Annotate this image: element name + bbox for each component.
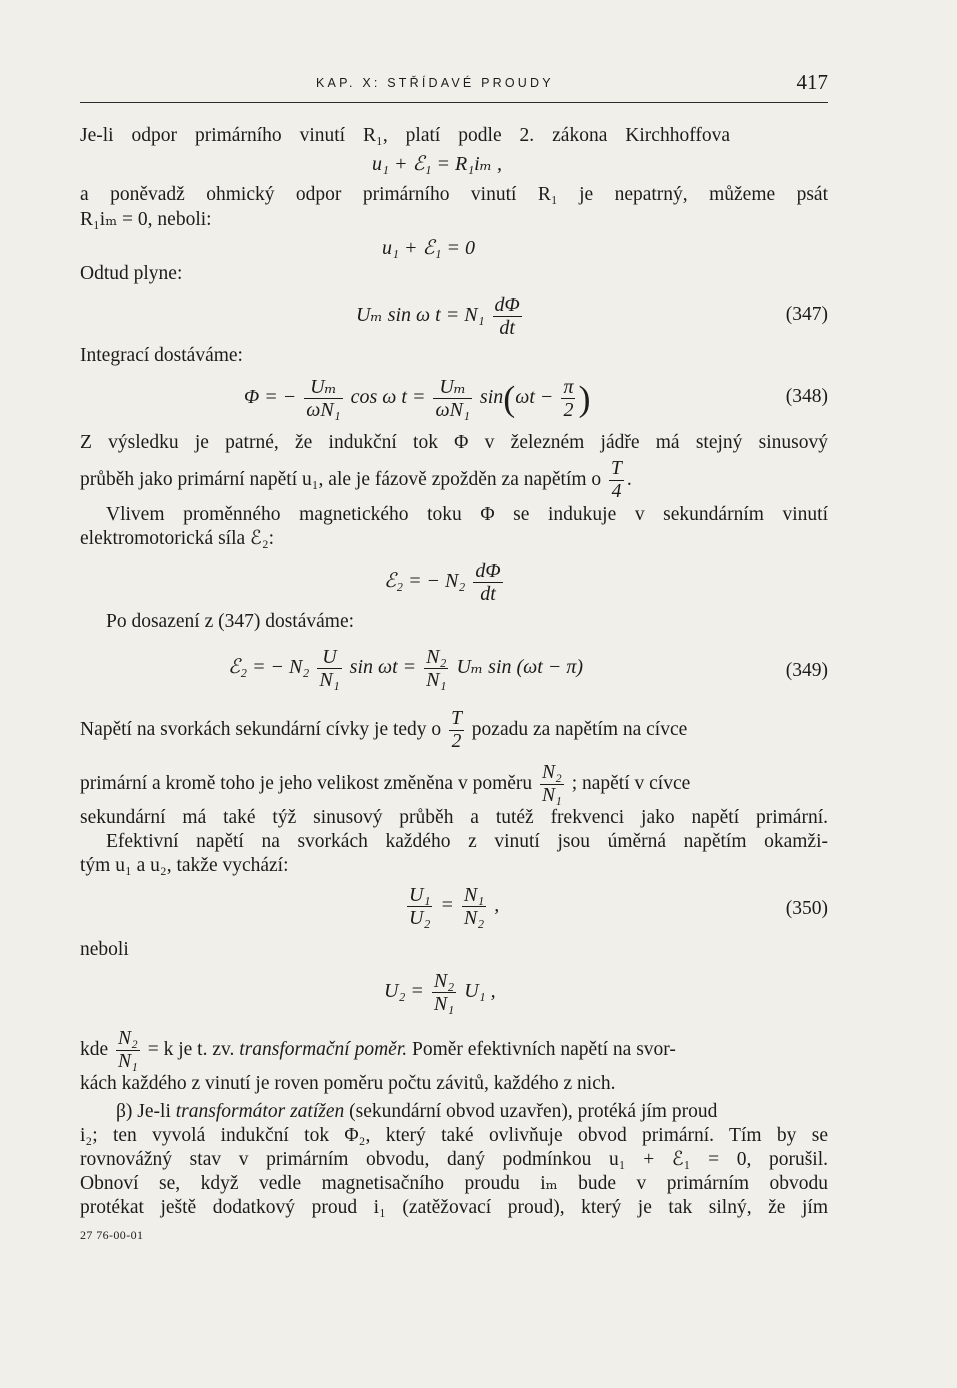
paragraph-9-line-1 [80,762,690,807]
page-number: 417 [796,70,828,94]
fraction-numerator: N₂ [433,970,455,992]
paragraph-4: Integrací dostáváme: [80,345,243,366]
paragraph-6-line-1: Vlivem proměnného magnetického toku Φ se indukuje v sekundárním vinutí [106,504,828,525]
fraction-denominator: N₁ [542,785,562,806]
paragraph-12-fraction [116,1028,140,1073]
paragraph-13-text-b: (sekundární obvod uzavřen), protéká jím proud [349,1101,718,1122]
paragraph-5-fraction [609,458,624,503]
equation-348-number: (348) [785,386,828,407]
term-loaded-transformer: transformátor zatížen [175,1101,345,1122]
equation-u2-rhs: U₁ , [464,980,496,1003]
equation-349-part-b: sin ωt = [349,656,417,679]
equation-348-fraction-3 [561,376,575,421]
equation-sum: u₁ + ℰ₁ = 0 [382,237,476,259]
paragraph-13-line-5: protékat ještě dodatkový proud i₁ (zatěžovací proud), který je tak silný, že jím [80,1197,828,1218]
paragraph-8-text-b: pozadu za napětím na cívce [471,718,688,740]
equals-sign: = [440,894,454,917]
fraction-numerator: N₁ [463,884,485,906]
fraction-numerator: N₂ [118,1028,138,1049]
equation-e2-fraction [473,560,502,605]
left-parenthesis: ( [503,378,516,419]
equation-kirchhoff: u₁ + ℰ₁ = R₁iₘ , [372,153,502,175]
equation-350-number: (350) [785,898,828,919]
paragraph-11: neboli [80,939,129,960]
paragraph-8-text-a: Napětí na svorkách sekundární cívky je tedy o [80,718,442,740]
paragraph-7: Po dosazení z (347) dostáváme: [106,611,355,632]
equation-350-fraction-2 [462,884,486,929]
fraction-denominator: 4 [609,480,624,503]
equation-347-number: (347) [785,304,828,325]
equation-348-fraction-1 [304,376,342,421]
equation-348-part-a: Φ = − [244,386,297,409]
equation-350 [404,884,499,929]
paragraph-13-line-1 [116,1100,717,1124]
fraction-denominator: U₂ [409,907,431,929]
paragraph-5-line-2: průběh jako primární napětí u₁, ale je fázově zpožděn za napětím o $\frac{T}{4}$ . [80,458,632,502]
equation-347-fraction [493,294,522,339]
fraction-denominator: N₂ [463,907,485,929]
fraction-numerator: dΦ [494,294,520,316]
paragraph-8 [80,708,687,753]
fraction-numerator: U [322,646,337,668]
equation-u2-fraction [432,970,456,1015]
paragraph-12-text-b: = k je t. zv. [147,1038,235,1060]
paragraph-1: Je-li odpor primárního vinutí R₁, platí podle 2. zákona Kirchhoffova [80,125,730,146]
equation-349 [228,646,583,691]
paragraph-13-text-a: β) Je-li [116,1101,171,1122]
equation-348-part-d: ωt − [515,386,554,409]
equation-349-fraction-1 [317,646,341,691]
paragraph-12-text-a: kde [80,1038,109,1060]
fraction-numerator: T [611,458,622,479]
equation-348-part-c: sin [479,386,504,409]
equation-347 [356,294,525,339]
equation-e2-lhs: ℰ₂ = − N₂ [384,570,466,593]
fraction-numerator: Uₘ [310,376,337,398]
paragraph-9-text-b: ; napětí v cívce [571,772,691,794]
fraction-denominator: ωN₁ [306,399,341,421]
equation-349-part-a: ℰ₂ = − N₂ [228,656,310,679]
fraction-denominator: N₁ [433,993,455,1015]
paragraph-2-line-2: R₁iₘ = 0, neboli: [80,209,212,230]
right-parenthesis: ) [578,378,591,419]
paragraph-12-text-c: Poměr efektivních napětí na svor- [412,1038,676,1060]
equation-350-fraction-1 [407,884,432,929]
printer-signature: 27 76-00-01 [80,1228,144,1242]
fraction-denominator: ωN₁ [435,399,470,421]
paragraph-13-line-3: rovnovážný stav v primárním obvodu, daný podmínkou u₁ + ℰ₁ = 0, porušil. [80,1149,828,1170]
paragraph-8-fraction [449,708,464,753]
fraction-numerator: T [451,708,462,729]
paragraph-9-line-2: sekundární má také týž sinusový průběh a tutéž frekvenci jako napětí primární. [80,807,828,828]
equation-347-lhs: Uₘ sin ω t = N₁ [356,304,485,327]
paragraph-13-line-2: i₂; ten vyvolá indukční tok Φ₂, který také ovlivňuje obvod primární. Tím by se [80,1125,828,1146]
paragraph-3: Odtud plyne: [80,263,183,284]
fraction-numerator: dΦ [475,560,501,582]
fraction-numerator: N₂ [426,646,447,668]
fraction-denominator: 2 [449,730,464,753]
paragraph-5-line-1: Z výsledku je patrné, že indukční tok Φ v železném jádře má stejný sinusový [80,432,828,453]
paragraph-10-line-2: tým u₁ a u₂, takže vychází: [80,855,289,876]
fraction-numerator: U₁ [409,884,431,906]
paragraph-12-line-2: kách každého z vinutí je roven poměru počtu závitů, každého z nich. [80,1073,616,1094]
paragraph-6-line-2: elektromotorická síla ℰ₂: [80,528,275,549]
term-transformation-ratio: transformační poměr. [239,1038,408,1060]
paragraph-13-line-4: Obnoví se, když vedle magnetisačního proudu iₘ bude v primárním obvodu [80,1173,828,1194]
equation-349-part-c: Uₘ sin (ωt − π) [456,656,584,679]
fraction-denominator: dt [473,582,502,605]
paragraph-5-text: průběh jako primární napětí u₁, ale je fázově zpožděn za napětím o [80,468,602,490]
equation-e2 [384,560,506,605]
equation-349-number: (349) [785,660,828,681]
fraction-numerator: N₂ [542,762,562,783]
fraction-denominator: dt [493,316,522,339]
paragraph-10-line-1: Efektivní napětí na svorkách každého z vinutí jsou úměrná napětím okamži- [106,831,828,852]
equation-349-fraction-2 [424,646,448,691]
page-header [80,70,828,103]
equation-u2 [384,970,496,1015]
fraction-numerator: π [563,376,574,398]
equation-u2-lhs: U₂ = [384,980,424,1003]
comma: , [494,894,500,917]
paragraph-2-line-1: a poněvadž ohmický odpor primárního vinutí R₁ je nepatrný, můžeme psát [80,184,828,205]
fraction-numerator: Uₘ [439,376,467,398]
paragraph-9-fraction [540,762,564,807]
fraction-denominator: N₁ [426,669,447,691]
paragraph-12-line-1 [80,1028,828,1073]
fraction-denominator: 2 [561,398,575,421]
equation-348-part-b: cos ω t = [350,386,426,409]
running-head: KAP. X: STŘÍDAVÉ PROUDY [316,76,554,90]
fraction-denominator: N₁ [319,669,340,691]
equation-348-fraction-2 [433,376,471,421]
equation-348 [244,376,590,421]
fraction-denominator: N₁ [118,1051,138,1072]
paragraph-9-text-a: primární a kromě toho je jeho velikost změněna v poměru [80,772,533,794]
